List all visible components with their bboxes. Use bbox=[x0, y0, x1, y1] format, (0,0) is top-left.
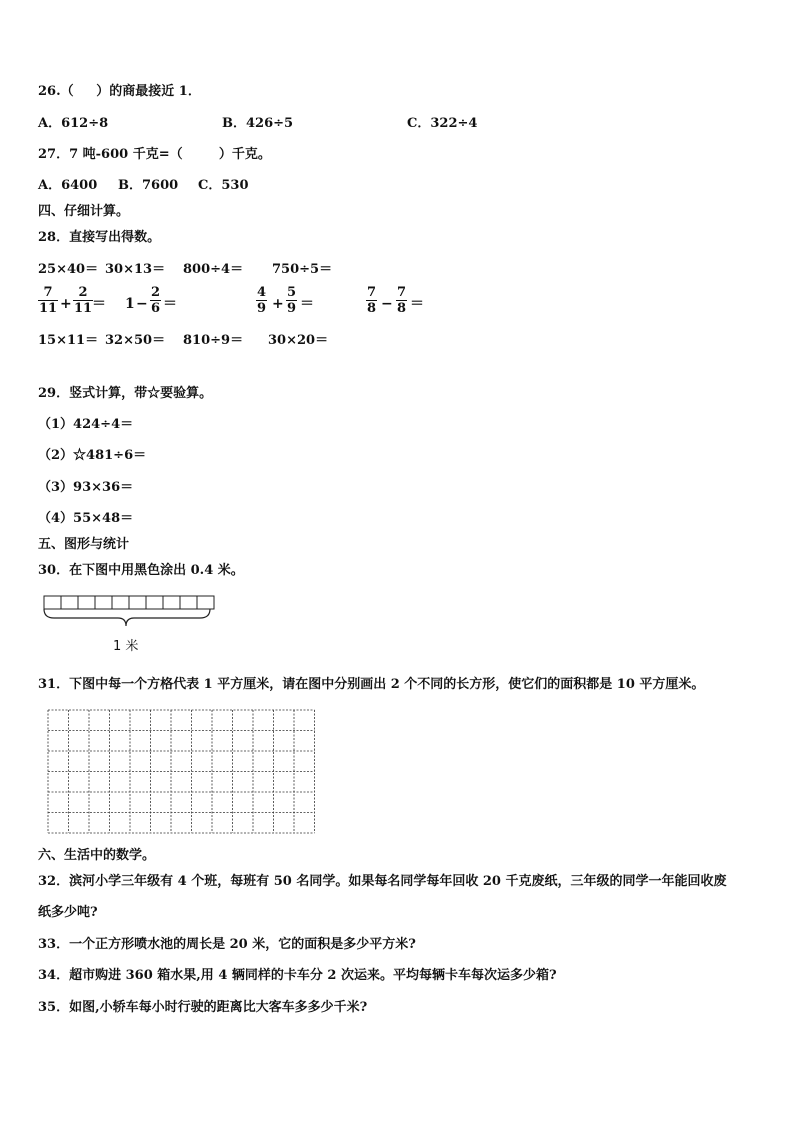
strip-cell[interactable] bbox=[61, 596, 78, 609]
minus-sign: − bbox=[381, 296, 393, 312]
fraction-denominator: 9 bbox=[287, 301, 297, 316]
meter-strip-figure bbox=[40, 592, 220, 632]
equals-sign: ＝ bbox=[300, 296, 314, 312]
square-grid-figure bbox=[47, 709, 317, 834]
fraction-numerator: 2 bbox=[151, 285, 161, 300]
strip-cell[interactable] bbox=[129, 596, 146, 609]
fraction-2-11 bbox=[73, 285, 93, 316]
q28-r3-item2: 32×50＝ bbox=[105, 333, 166, 348]
fraction-numerator: 4 bbox=[257, 285, 267, 300]
strip-cell[interactable] bbox=[163, 596, 180, 609]
q28-r1-item2: 30×13＝ bbox=[105, 262, 166, 277]
equals-sign: ＝ bbox=[92, 296, 106, 312]
q26-option-b: B．426÷5 bbox=[222, 116, 294, 131]
plus-sign: + bbox=[272, 296, 284, 312]
fraction-denominator: 8 bbox=[397, 301, 407, 316]
equals-sign: ＝ bbox=[163, 296, 177, 312]
fraction-numerator: 2 bbox=[78, 285, 88, 300]
strip-cell[interactable] bbox=[180, 596, 197, 609]
question-34: 34．超市购进 360 箱水果,用 4 辆同样的卡车分 2 次运来。平均每辆卡车每次运多少箱? bbox=[38, 968, 557, 983]
fraction-7-8-a bbox=[366, 285, 377, 316]
fraction-numerator: 7 bbox=[367, 285, 377, 300]
question-30-stem: 30．在下图中用黑色涂出 0.4 米。 bbox=[38, 563, 244, 578]
question-26-stem: 26.（ ）的商最接近 1． bbox=[38, 84, 201, 99]
strip-cell[interactable] bbox=[197, 596, 214, 609]
fraction-7-8-b bbox=[396, 285, 407, 316]
q28-r1-item4: 750÷5＝ bbox=[272, 262, 333, 277]
strip-cell[interactable] bbox=[44, 596, 61, 609]
q27-option-c: C．530 bbox=[198, 178, 249, 193]
section-4-heading: 四、仔细计算。 bbox=[38, 204, 130, 219]
strip-cell[interactable] bbox=[112, 596, 129, 609]
question-32-line-1: 32．滨河小学三年级有 4 个班，每班有 50 名同学。如果每名同学每年回收 20 千克废纸，三年级的同学一年能回收废 bbox=[38, 874, 727, 889]
meter-caption: 1 米 bbox=[113, 639, 139, 654]
question-29-stem: 29．竖式计算，带☆要验算。 bbox=[38, 386, 213, 401]
equals-sign: ＝ bbox=[410, 296, 424, 312]
minus-sign: − bbox=[136, 296, 148, 312]
meter-strip-cells bbox=[44, 596, 214, 609]
fraction-denominator: 9 bbox=[257, 301, 267, 316]
q28-r3-item1: 15×11＝ bbox=[38, 333, 99, 348]
fraction-denominator: 11 bbox=[39, 301, 58, 316]
question-28-stem: 28．直接写出得数。 bbox=[38, 230, 161, 245]
plus-sign: + bbox=[60, 296, 72, 312]
fraction-5-9 bbox=[286, 285, 297, 316]
q27-option-b: B．7600 bbox=[118, 178, 179, 193]
fraction-numerator: 7 bbox=[397, 285, 407, 300]
section-5-heading: 五、图形与统计 bbox=[38, 537, 130, 552]
q29-item-2: （2）☆481÷6＝ bbox=[38, 448, 147, 463]
question-31-stem: 31．下图中每一个方格代表 1 平方厘米，请在图中分别画出 2 个不同的长方形，使它们的面积都是 10 平方厘米。 bbox=[38, 677, 705, 692]
whole-number: 1 bbox=[125, 296, 135, 312]
question-33: 33．一个正方形喷水池的周长是 20 米，它的面积是多少平方米? bbox=[38, 937, 416, 952]
square-grid-lines bbox=[48, 710, 315, 833]
q29-item-1: （1）424÷4＝ bbox=[38, 417, 134, 432]
fraction-denominator: 6 bbox=[151, 301, 161, 316]
q28-r1-item1: 25×40＝ bbox=[38, 262, 99, 277]
fraction-denominator: 11 bbox=[74, 301, 93, 316]
brace-icon bbox=[44, 609, 210, 626]
q28-r3-item4: 30×20＝ bbox=[268, 333, 329, 348]
q26-option-c: C．322÷4 bbox=[407, 116, 478, 131]
question-27-stem: 27．7 吨-600 千克=（ ）千克。 bbox=[38, 147, 271, 162]
q29-item-4: （4）55×48＝ bbox=[38, 511, 134, 526]
fraction-numerator: 5 bbox=[287, 285, 297, 300]
q27-option-a: A．6400 bbox=[38, 178, 98, 193]
q29-item-3: （3）93×36＝ bbox=[38, 480, 134, 495]
fraction-denominator: 8 bbox=[367, 301, 377, 316]
fraction-2-6 bbox=[150, 285, 161, 316]
question-35: 35．如图,小轿车每小时行驶的距离比大客车多多少千米? bbox=[38, 1000, 368, 1015]
q28-r3-item3: 810÷9＝ bbox=[183, 333, 244, 348]
question-32-line-2: 纸多少吨? bbox=[38, 905, 98, 920]
strip-cell[interactable] bbox=[78, 596, 95, 609]
strip-cell[interactable] bbox=[146, 596, 163, 609]
fraction-7-11 bbox=[38, 285, 58, 316]
strip-cell[interactable] bbox=[95, 596, 112, 609]
q26-option-a: A．612÷8 bbox=[38, 116, 109, 131]
fraction-4-9 bbox=[256, 285, 267, 316]
section-6-heading: 六、生活中的数学。 bbox=[38, 848, 156, 863]
fraction-numerator: 7 bbox=[43, 285, 53, 300]
q28-r1-item3: 800÷4＝ bbox=[183, 262, 244, 277]
